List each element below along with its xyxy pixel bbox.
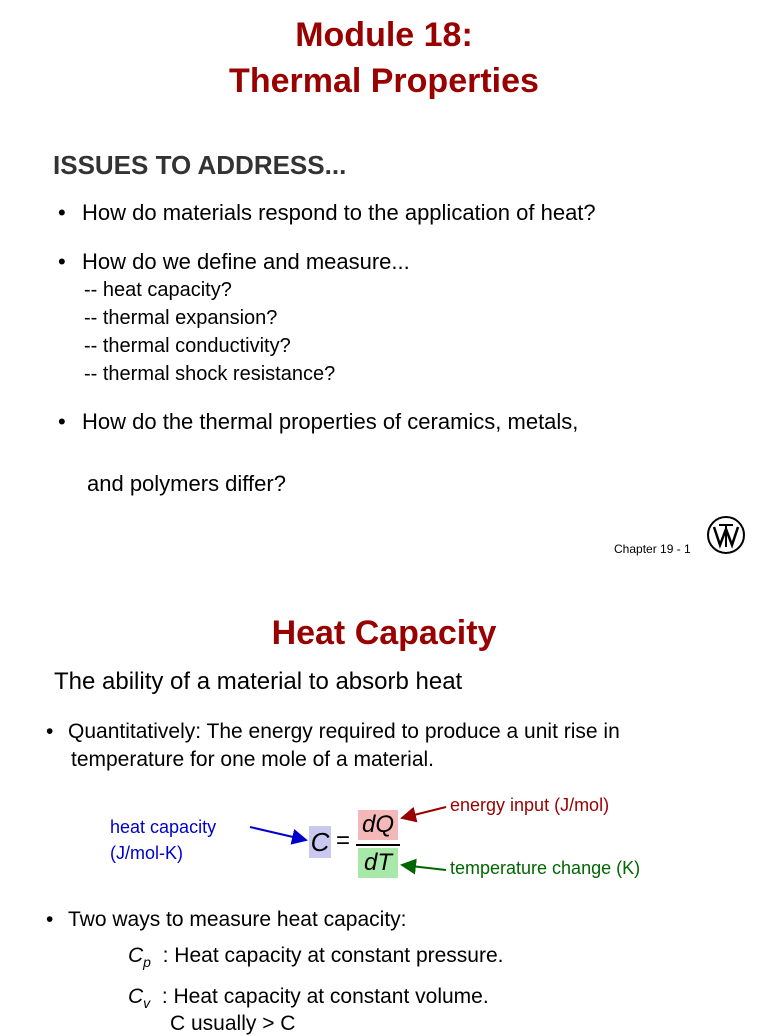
cv-symbol: C — [128, 985, 144, 1008]
label-heat-capacity-units: (J/mol-K) — [110, 843, 183, 863]
bullet-text: Two ways to measure heat capacity: — [68, 908, 407, 931]
arrow-heat-capacity — [250, 827, 306, 840]
bullet-item — [46, 908, 407, 932]
bullet-text: Quantitatively: The energy required to produce a unit rise in — [68, 720, 620, 743]
bullet-text: How do materials respond to the application of heat? — [82, 200, 596, 225]
bullet-continuation: and polymers differ? — [87, 471, 286, 496]
bullet-dot: • — [58, 409, 66, 434]
slide-heat-capacity — [0, 584, 768, 1035]
equation-equals: = — [336, 827, 351, 854]
sub-item: -- thermal expansion? — [84, 307, 278, 329]
bullet-dot: • — [46, 908, 54, 931]
bullet-item — [58, 409, 578, 435]
page-footer: Chapter 19 - 1 — [614, 542, 691, 556]
slide-title: Heat Capacity — [271, 614, 497, 652]
sub-item: -- thermal conductivity? — [84, 335, 291, 357]
sub-item: -- heat capacity? — [84, 279, 232, 301]
cv-definition — [128, 985, 489, 1011]
bullet-dot: • — [58, 249, 66, 274]
bullet-dot: • — [58, 200, 66, 225]
cp-symbol: C — [128, 944, 144, 967]
equation-denominator: dT — [358, 848, 398, 878]
slide-title-line2: Thermal Properties — [229, 62, 539, 100]
bullet-dot: • — [46, 720, 54, 743]
cv-subscript: v — [143, 995, 151, 1012]
cp-cv-comparison: C usually > C — [170, 1012, 296, 1035]
bullet-item — [58, 249, 410, 275]
equation-numerator: dQ — [358, 810, 398, 840]
bullet-item — [58, 200, 596, 226]
cp-subscript: p — [143, 954, 151, 971]
cv-text: : Heat capacity at constant volume. — [161, 985, 489, 1008]
slide-title-line1: Module 18: — [295, 16, 473, 54]
cp-definition — [128, 944, 503, 970]
issues-heading: ISSUES TO ADDRESS... — [53, 150, 347, 180]
label-temperature-change: temperature change (K) — [450, 858, 641, 878]
bullet-text: How do the thermal properties of ceramics, metals, — [82, 409, 579, 434]
bullet-text: How do we define and measure... — [82, 249, 410, 274]
label-heat-capacity: heat capacity — [110, 817, 217, 837]
cp-text: : Heat capacity at constant pressure. — [162, 944, 504, 967]
slide-subtitle: The ability of a material to absorb heat — [54, 668, 463, 695]
equation-C: C — [310, 827, 330, 857]
label-energy-input: energy input (J/mol) — [450, 795, 610, 815]
sub-item: -- thermal shock resistance? — [84, 363, 336, 385]
arrow-energy-input — [402, 807, 446, 818]
arrow-temperature-change — [402, 865, 446, 870]
publisher-logo — [706, 515, 746, 555]
bullet-continuation: temperature for one mole of a material. — [71, 748, 435, 771]
